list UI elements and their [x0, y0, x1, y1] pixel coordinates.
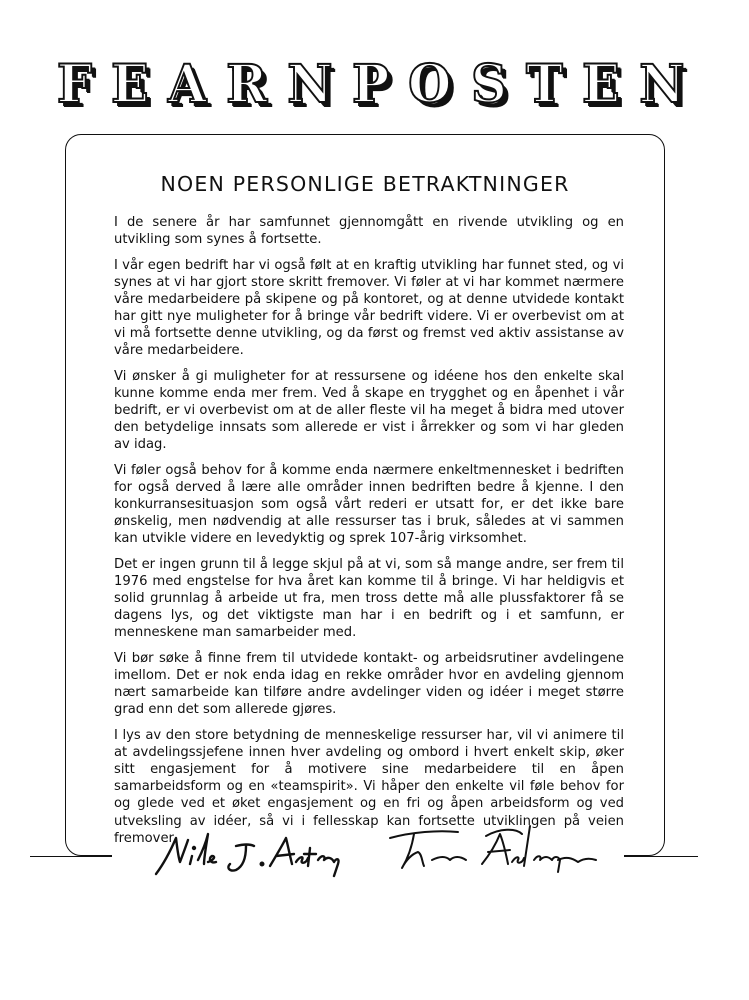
paragraph: Vi bør søke å finne frem til utvidede kontakt- og arbeidsrutiner avdelingene imellom. Det er nok enda idag en rekke områder hvor en avdeling gjennom nært samarbeide kan tilføre andre avdelinger viden og idéer i meget større grad enn det som allerede gjøres. [114, 651, 624, 718]
paragraph: Vi føler også behov for å komme enda nærmere enkeltmennesket i bedriften for også derved å lære alle områder innen bedriften bedre å kjenne. I den konkurransesituasjon som også vårt rederi er utsatt for, er det ikke bare ønskelig, men nødvendig at alle ressurser tas i bruk, således at vi sammen kan utvikle videre en levedyktig og sprek 107-årig virksomhet. [114, 463, 624, 547]
paragraph: I vår egen bedrift har vi også følt at en kraftig utvikling har funnet sted, og vi synes at vi har gjort store skritt fremover. Vi føler at vi har kommet nærmere våre medarbeidere på skipene og på kontoret, og at denne utvidede kontakt har gitt nye muligheter for å bringe vår bedrift videre. Vi er overbevist om at vi må fortsette denne utvikling, og da først og fremst ved aktiv assistanse av våre medarbeidere. [114, 257, 624, 359]
masthead-letter: N [287, 54, 333, 115]
paragraph: Vi ønsker å gi muligheter for at ressursene og idéene hos den enkelte skal kunne komme enda mer frem. Ved å skape en trygghet og en åpenhet i vår bedrift, er vi overbevist om at de aller fleste vil ha meget å bidra med utover den betydelige innsats som allerede er vist i årrekker og som vi har gleden av idag. [114, 368, 624, 453]
masthead [56, 54, 686, 116]
masthead-letter: T [526, 54, 563, 115]
masthead-letter: P [351, 54, 389, 115]
signature-left [150, 826, 350, 882]
signature-right [382, 820, 604, 880]
article-body [114, 214, 624, 855]
masthead-letter: S [471, 54, 507, 115]
masthead-letter: N [639, 54, 685, 115]
paragraph: I lys av den store betydning de menneskelige ressurser har, vil vi animere til at avdelingssjefene innen hver avdeling og ombord i hvert enkelt skip, øker sitt engasjement for å motivere sine medarbeidere til en åpen samarbeidsform og en «teamspirit». Vi håper den enkelte vil føle behov for og glede ved et øket engasjement og en fri og åpen arbeidsform og ved utveksling av idéer, så vi i fellesskap kan fortsette utviklingen på veien fremover. [114, 728, 624, 846]
masthead-letter: E [582, 54, 620, 115]
frame-rule-right [624, 856, 698, 857]
masthead-letter: A [168, 54, 207, 115]
paragraph: I de senere år har samfunnet gjennomgått en rivende utvikling og en utvikling som synes å fortsette. [114, 215, 624, 248]
masthead-letter: F [56, 54, 92, 115]
masthead-letter: E [111, 54, 150, 115]
paragraph: Det er ingen grunn til å legge skjul på at vi, som så mange andre, ser frem til 1976 med engstelse for hva året kan komme til å bringe. Vi har heldigvis et solid grunnlag å arbeide ut fra, men tross dette må alle plussfaktorer få se dagens lys, og det viktigste man har i en bedrift og i et samfunn, er menneskene man samarbeider med. [114, 557, 624, 641]
masthead-letter: R [226, 54, 268, 115]
frame-rule-left [30, 856, 112, 857]
masthead-letter: O [408, 54, 452, 115]
article-title: NOEN PERSONLIGE BETRAKTNINGER [160, 172, 570, 196]
